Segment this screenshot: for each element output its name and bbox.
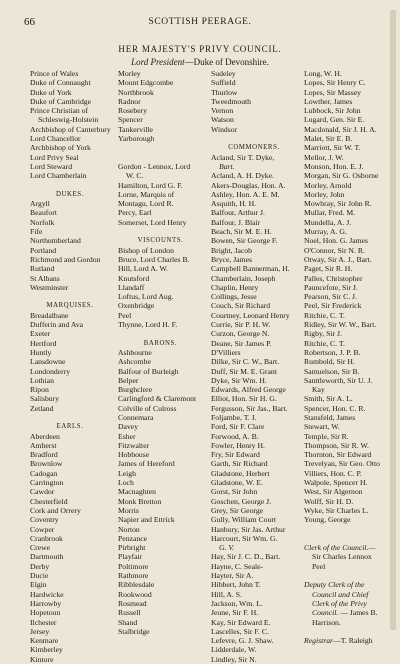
- list-item: Mowbray, Sir John R.: [304, 199, 372, 209]
- list-item: Cowper: [30, 524, 55, 534]
- list-item: Jackson, Wm. L.: [211, 598, 263, 608]
- list-item: Jeune, Sir F. H.: [211, 608, 259, 618]
- lord-president-value: —Duke of Devonshire.: [184, 57, 269, 67]
- list-item: Murray, A. G.: [304, 227, 347, 237]
- list-item: Robertson, J. P. B.: [304, 347, 361, 357]
- list-item: Stansfeld, James: [304, 412, 356, 422]
- list-item: Mundella, A. J.: [304, 217, 352, 227]
- list-item: Asquith, H. H.: [211, 199, 257, 209]
- list-item: Hanbury, Sir Jas. Arthur: [211, 524, 286, 534]
- list-item: Lord Privy Seal: [30, 152, 79, 162]
- list-item: Stewart, W.: [304, 422, 340, 432]
- viscounts-list: [118, 246, 203, 330]
- list-item: Northbrook: [118, 87, 154, 97]
- list-item: Elliot, Hon. Sir H. G.: [211, 394, 277, 404]
- earls-heading: EARLS.: [56, 423, 84, 431]
- lords-list-a-cont: [118, 171, 203, 180]
- list-item: Fife: [30, 227, 43, 237]
- list-item: Spencer: [118, 115, 143, 125]
- list-item: Duke of York: [30, 87, 72, 97]
- list-item: O'Connor, Sir N. R.: [304, 245, 365, 255]
- list-item: Pirbright: [118, 543, 146, 553]
- list-item: Lothian: [30, 375, 54, 385]
- list-item: Pearson, Sir C. J.: [304, 292, 357, 302]
- list-item: Colville of Culross: [118, 403, 177, 413]
- list-item: Spencer, Hon. C. R.: [304, 403, 366, 413]
- list-item: Temple, Sir R.: [304, 431, 349, 441]
- list-item: Ashley, Hon. A. E. M.: [211, 189, 280, 199]
- list-item: Archbishop of Canterbury: [30, 124, 111, 134]
- list-item: Leigh: [118, 468, 136, 478]
- list-item: Long, W. H.: [304, 69, 342, 78]
- list-item: Ford, Sir F. Clare: [211, 422, 265, 432]
- list-item: Lascelles, Sir F. C.: [211, 626, 269, 636]
- clerk-line: Clerk of the Council.—: [304, 543, 376, 553]
- list-item: Lugard, Gen. Sir E.: [304, 115, 365, 125]
- list-item: Bradford: [30, 450, 58, 460]
- deputy-clerk-line-1: Deputy Clerk of the: [304, 580, 365, 590]
- list-item: Duke of Cambridge: [30, 96, 92, 106]
- list-item: Davey: [118, 422, 139, 432]
- marquises-list: [30, 311, 111, 413]
- list-item: Fowler, Henry H.: [211, 440, 265, 450]
- list-item: Kay, Sir Edward E.: [211, 617, 271, 627]
- list-item: Windsor: [211, 124, 238, 134]
- list-item: Llandaff: [118, 282, 145, 292]
- list-item: Malet, Sir E. B.: [304, 134, 353, 144]
- list-item: Hayne, C. Seale-: [211, 561, 264, 571]
- list-item: Lidderdale, W.: [211, 645, 257, 655]
- list-item: Oxenbridge: [118, 301, 155, 311]
- list-item: Thynne, Lord H. F.: [118, 320, 178, 330]
- list-item: West, Sir Algernon: [304, 487, 363, 497]
- list-item: Fergusson, Sir Jas., Bart.: [211, 403, 288, 413]
- list-item: Tankerville: [118, 124, 153, 134]
- list-item: Goschen, George J.: [211, 496, 272, 506]
- list-item: Hibbert, John T.: [211, 580, 261, 590]
- list-item: Deane, Sir James P.: [211, 338, 272, 348]
- list-item: Aberdeen: [30, 431, 60, 441]
- list-item: Montagu, Lord R.: [118, 199, 174, 209]
- earls-continued-list: [118, 69, 203, 143]
- commoners-heading: COMMONERS.: [228, 144, 280, 152]
- list-item: Belper: [118, 375, 139, 385]
- list-item: Penzance: [118, 533, 148, 543]
- list-item: Gladstone, Herbert: [211, 468, 270, 478]
- list-item: Lubbock, Sir John: [304, 106, 361, 116]
- list-item: Acland, A. H. Dyke.: [211, 171, 274, 181]
- list-item: Rigby, Sir J.: [304, 329, 342, 339]
- list-item: Morley, Arnold: [304, 180, 352, 190]
- list-item: Forwood, A. B.: [211, 431, 259, 441]
- list-item: Palles, Christopher: [304, 273, 363, 283]
- list-item: Thornton, Sir Edward: [304, 450, 372, 460]
- column-1: [30, 69, 111, 664]
- list-item: Hardwicke: [30, 589, 64, 599]
- barons-list: [118, 348, 203, 636]
- list-item: Collings, Jesse: [211, 292, 257, 302]
- list-item: Lopes, Sir Massey: [304, 87, 362, 97]
- list-item: Stalbridge: [118, 626, 150, 636]
- list-item: Bright, Jacob: [211, 245, 252, 255]
- list-item: Fitzwalter: [118, 440, 150, 450]
- list-item: Kintore: [30, 654, 54, 664]
- earls-list: [30, 432, 111, 664]
- list-item: Salisbury: [30, 394, 60, 404]
- list-item: Hill, Lord A. W.: [118, 264, 168, 274]
- section-title: HER MAJESTY'S PRIVY COUNCIL.: [118, 44, 282, 54]
- list-item: Portland: [30, 245, 57, 255]
- list-item: Norfolk: [30, 217, 55, 227]
- list-item: Shand: [118, 617, 138, 627]
- list-item: Macnaghten: [118, 487, 156, 497]
- list-item: Balfour of Burleigh: [118, 366, 179, 376]
- registrar-line: Registrar—T. Raleigh: [304, 636, 373, 646]
- list-item: Acland, Sir T. Dyke,: [211, 152, 275, 162]
- list-item: Lopes, Sir Henry C.: [304, 78, 366, 88]
- list-item: Ilchester: [30, 617, 57, 627]
- list-item: Bowen, Sir George F.: [211, 236, 278, 246]
- list-item: Carlingford & Claremont: [118, 394, 197, 404]
- deputy-clerk-name: Harrison.: [312, 617, 341, 627]
- list-item: Young, George: [304, 515, 351, 525]
- list-item: G. V.: [219, 543, 235, 553]
- list-item: Percy, Earl: [118, 208, 152, 218]
- list-item: Wyke, Sir Charles L.: [304, 505, 369, 515]
- list-item: Monson, Hon. E. J.: [304, 161, 364, 171]
- lord-president-line: [0, 57, 400, 67]
- list-item: Duke of Connaught: [30, 78, 91, 88]
- list-item: Hay, Sir J. C. D., Bart.: [211, 552, 281, 562]
- barons-heading: BARONS.: [143, 339, 178, 347]
- list-item: Courtney, Leonard Henry: [211, 310, 290, 320]
- list-item: Ridley, Sir W. W., Bart.: [304, 320, 377, 330]
- clerk-name: Sir Charles Lennox: [312, 552, 372, 562]
- list-item: Hamilton, Lord G. F.: [118, 180, 183, 190]
- list-item: Westminster: [30, 282, 69, 292]
- list-item: Rosebery: [118, 106, 148, 116]
- list-item: Gorst, Sir John: [211, 487, 258, 497]
- deputy-clerk-line-2: Council and Chief: [312, 589, 369, 599]
- list-item: Thurlow: [211, 87, 238, 97]
- list-item: Londonderry: [30, 366, 71, 376]
- lords-list-b: [118, 181, 203, 227]
- list-item: Bishop of London: [118, 245, 174, 255]
- list-item: Lindley, Sir N.: [211, 654, 257, 664]
- list-item: Morley, John: [304, 189, 345, 199]
- list-item: Currie, Sir P. H. W.: [211, 320, 271, 330]
- list-item: Lansdowne: [30, 357, 66, 367]
- list-item: Hopetoun: [30, 608, 61, 618]
- list-item: Ritchie, C. T.: [304, 310, 345, 320]
- viscounts-heading: VISCOUNTS.: [137, 237, 184, 245]
- list-item: Villiers, Hon. C. P.: [304, 468, 362, 478]
- list-item: Balfour, Arthur J.: [211, 208, 265, 218]
- list-item: Campbell Bannerman, H.: [211, 264, 290, 274]
- list-item: Rookwood: [118, 589, 152, 599]
- list-item: Pauncefote, Sir J.: [304, 282, 358, 292]
- list-item: Knutsford: [118, 273, 150, 283]
- list-item: Playfair: [118, 552, 143, 562]
- list-item: Rutland: [30, 264, 55, 274]
- list-item: Bryce, James: [211, 254, 252, 264]
- list-item: Mount Edgcombe: [118, 78, 174, 88]
- list-item: Vernon: [211, 106, 234, 116]
- list-item: Lorne, Marquis of: [118, 189, 175, 199]
- list-item: Connemara: [118, 412, 154, 422]
- list-item: Lord Chamberlain: [30, 171, 87, 181]
- list-item: Brownlow: [30, 459, 63, 469]
- list-item: Gully, William Court: [211, 515, 277, 525]
- column-2: [118, 69, 203, 636]
- list-item: Norton: [118, 524, 140, 534]
- list-item: Peel: [118, 310, 132, 320]
- list-item: Napier and Ettrick: [118, 515, 175, 525]
- list-item: Gladstone, W. E.: [211, 478, 263, 488]
- list-item: Curzon, George N.: [211, 329, 270, 339]
- list-item: Dyke, Sir Wm. H.: [211, 375, 267, 385]
- marquises-heading: MARQUISES.: [46, 302, 94, 310]
- list-item: Yarborough: [118, 134, 155, 144]
- list-item: Lowther, James: [304, 96, 353, 106]
- list-item: Prince of Wales: [30, 69, 79, 78]
- list-item: Russell: [118, 608, 141, 618]
- list-item: Rathmore: [118, 571, 149, 581]
- list-item: Tweedmouth: [211, 96, 252, 106]
- list-item: Walpole, Spencer H.: [304, 478, 368, 488]
- list-item: Ripon: [30, 385, 49, 395]
- list-item: Monk Bretton: [118, 496, 162, 506]
- list-item: Morley: [118, 69, 141, 78]
- list-item: Hill, A. S.: [211, 589, 242, 599]
- list-item: Garth, Sir Richard: [211, 459, 268, 469]
- list-item: Edwards, Alfred George: [211, 385, 286, 395]
- list-item: Derby: [30, 561, 50, 571]
- list-item: Bruce, Lord Charles B.: [118, 254, 190, 264]
- list-item: Couch, Sir Richard: [211, 301, 271, 311]
- list-item: Esher: [118, 431, 136, 441]
- list-item: Archbishop of York: [30, 143, 91, 153]
- list-item: Santtleworth, Sir U. J.: [304, 375, 373, 385]
- list-item: Ribblesdale: [118, 580, 155, 590]
- list-item: Trevelyan, Sir Geo. Otto: [304, 459, 380, 469]
- list-item: Burghclere: [118, 385, 153, 395]
- list-item: Peel, Sir Frederick: [304, 301, 362, 311]
- list-item: Morgan, Sir G. Osborne: [304, 171, 379, 181]
- list-item: Cranbrook: [30, 533, 63, 543]
- list-item: Bart.: [219, 161, 235, 171]
- deputy-clerk-line-4: Council. — James B.: [312, 608, 378, 618]
- list-item: Beaufort: [30, 208, 57, 218]
- list-item: Amherst: [30, 440, 57, 450]
- list-item: Northumberland: [30, 236, 81, 246]
- list-item: Carrington: [30, 478, 64, 488]
- list-item: Gordon - Lennox, Lord: [118, 161, 191, 171]
- list-item: Grey, Sir George: [211, 505, 264, 515]
- list-item: Hertford: [30, 338, 57, 348]
- list-item: Chamberlain, Joseph: [211, 273, 276, 283]
- list-item: Ashcombe: [118, 357, 151, 367]
- list-item: Schleswig-Holstein: [38, 115, 99, 125]
- list-item: Mellor, J. W.: [304, 152, 344, 162]
- list-item: Lefevre, G. J. Shaw.: [211, 636, 274, 646]
- list-item: Prince Christian of: [30, 106, 89, 116]
- dukes-list: [30, 199, 111, 292]
- page-number: 66: [24, 16, 35, 28]
- list-item: Crewe: [30, 543, 51, 553]
- list-item: Loch: [118, 478, 134, 488]
- page-edge: [390, 10, 396, 630]
- list-item: Huntly: [30, 347, 52, 357]
- list-item: Foljambe, T. J.: [211, 412, 257, 422]
- list-item: Samuelson, Sir B.: [304, 366, 360, 376]
- list-item: Rumbold, Sir H.: [304, 357, 355, 367]
- list-item: Ashbourne: [118, 347, 152, 357]
- column-4: [304, 69, 380, 645]
- list-item: James of Hereford: [118, 459, 175, 469]
- list-item: Beach, Sir M. E. H.: [211, 227, 272, 237]
- list-item: Macdonald, Sir J. H. A.: [304, 124, 377, 134]
- list-item: Dufferin and Ava: [30, 320, 84, 330]
- list-item: Marriott, Sir W. T.: [304, 143, 361, 153]
- list-item: Balfour, J. Blair: [211, 217, 261, 227]
- list-item: Cadogan: [30, 468, 58, 478]
- list-item: Kay: [312, 385, 325, 395]
- list-item: Kimberley: [30, 645, 63, 655]
- lords-list-a: [118, 162, 203, 171]
- list-item: Somerset, Lord Henry: [118, 217, 187, 227]
- commoners-continued-list: [304, 69, 380, 525]
- list-item: Thompson, Sir R. W.: [304, 440, 369, 450]
- list-item: Smith, Sir A. L.: [304, 394, 353, 404]
- lord-president-label: Lord President: [131, 57, 185, 67]
- list-item: Harrowby: [30, 598, 62, 608]
- list-item: Dartmouth: [30, 552, 64, 562]
- list-item: Rosmead: [118, 598, 147, 608]
- list-item: Radnor: [118, 96, 141, 106]
- list-item: Suffield: [211, 78, 236, 88]
- list-item: Watson: [211, 115, 234, 125]
- royals-list: [30, 69, 111, 181]
- list-item: Exeter: [30, 329, 51, 339]
- list-item: D'Villiers: [211, 347, 241, 357]
- clerk-name-cont: Peel: [312, 561, 326, 571]
- list-item: Hobhouse: [118, 450, 150, 460]
- list-item: Wolff, Sir H. D.: [304, 496, 354, 506]
- list-item: Mullar, Fred. M.: [304, 208, 356, 218]
- deputy-clerk-line-3: Clerk of the Privy: [312, 598, 367, 608]
- list-item: Poltimore: [118, 561, 149, 571]
- list-item: Sudeley: [211, 69, 236, 78]
- list-item: Argyll: [30, 199, 50, 209]
- list-item: Coventry: [30, 515, 59, 525]
- list-item: Morris: [118, 505, 139, 515]
- list-item: St Albans: [30, 273, 60, 283]
- list-item: Akers-Douglas, Hon. A.: [211, 180, 286, 190]
- list-item: Elgin: [30, 580, 47, 590]
- column-3: [211, 69, 297, 664]
- list-item: Breadalbane: [30, 310, 69, 320]
- dukes-heading: DUKES.: [56, 190, 84, 198]
- list-item: Noel, Hon. G. James: [304, 236, 369, 246]
- list-item: Zetland: [30, 403, 54, 413]
- list-item: Harcourt, Sir Wm. G.: [211, 533, 278, 543]
- list-item: W. C.: [126, 171, 144, 181]
- list-item: Hayter, Sir A.: [211, 571, 254, 581]
- list-item: Cawdor: [30, 487, 55, 497]
- list-item: Richmond and Gordon: [30, 254, 101, 264]
- commoners-list: [211, 153, 297, 664]
- list-item: Kenmare: [30, 636, 59, 646]
- list-item: Ritchie, C. T.: [304, 338, 345, 348]
- list-item: Ducie: [30, 571, 49, 581]
- list-item: Fry, Sir Edward: [211, 450, 260, 460]
- list-item: Paget, Sir R. H.: [304, 264, 353, 274]
- list-item: Cork and Orrery: [30, 505, 81, 515]
- barons-continued-list: [211, 69, 297, 134]
- list-item: Otway, Sir A. J., Bart.: [304, 254, 372, 264]
- list-item: Dilke, Sir C. W., Bart.: [211, 357, 280, 367]
- list-item: Chaplin, Henry: [211, 282, 259, 292]
- list-item: Jersey: [30, 626, 50, 636]
- running-title: SCOTTISH PEERAGE.: [148, 17, 252, 27]
- list-item: Duff, Sir M. E. Grant: [211, 366, 277, 376]
- list-item: Loftus, Lord Aug.: [118, 292, 174, 302]
- list-item: Chesterfield: [30, 496, 68, 506]
- list-item: Lord Steward: [30, 161, 73, 171]
- list-item: Lord Chancellor: [30, 134, 81, 144]
